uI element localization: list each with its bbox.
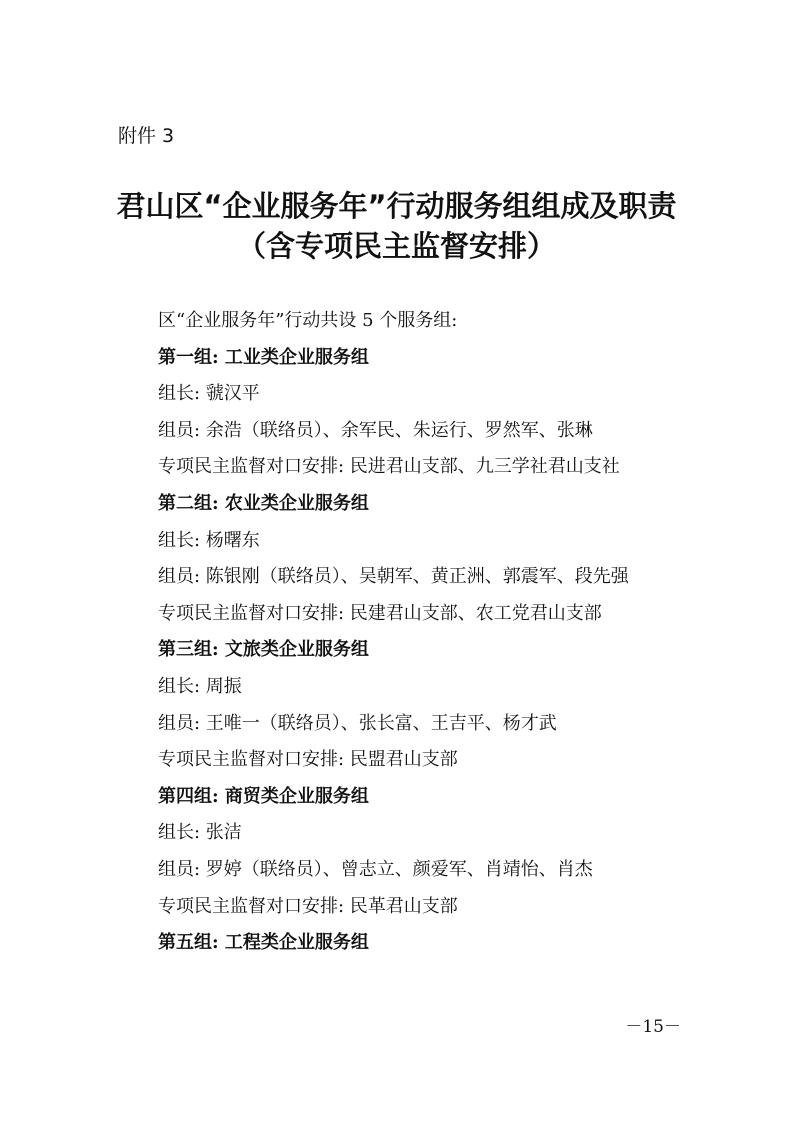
group-1-leader: 组长: 虢汉平	[158, 383, 260, 405]
group-4-leader: 组长: 张洁	[158, 822, 242, 844]
document-subtitle: （含专项民主监督安排）	[236, 229, 556, 263]
group-3-supervision: 专项民主监督对口安排: 民盟君山支部	[158, 749, 458, 771]
group-1-heading: 第一组: 工业类企业服务组	[158, 346, 369, 368]
document-title: 君山区“企业服务年”行动服务组组成及职责	[116, 189, 677, 223]
group-1-supervision: 专项民主监督对口安排: 民进君山支部、九三学社君山支社	[158, 456, 620, 478]
group-3-leader: 组长: 周振	[158, 675, 242, 697]
group-3-members: 组员: 王唯一（联络员）、张长富、王吉平、杨才武	[158, 712, 557, 734]
page-number: －15－	[625, 1017, 681, 1037]
group-2-members: 组员: 陈银刚（联络员）、吴朝军、黄正洲、郭震军、段先强	[158, 566, 629, 588]
group-2-supervision: 专项民主监督对口安排: 民建君山支部、农工党君山支部	[158, 602, 602, 624]
group-1-members: 组员: 余浩（联络员）、余军民、朱运行、罗然军、张琳	[158, 419, 593, 441]
group-2-heading: 第二组: 农业类企业服务组	[158, 492, 369, 514]
document-body	[116, 303, 684, 962]
group-3-heading: 第三组: 文旅类企业服务组	[158, 639, 369, 661]
attachment-label: 附件 3	[118, 125, 175, 147]
group-4-heading: 第四组: 商贸类企业服务组	[158, 785, 369, 807]
intro-paragraph: 区“企业服务年”行动共设 5 个服务组:	[158, 310, 458, 331]
group-2-leader: 组长: 杨曙东	[158, 529, 260, 551]
group-5-heading: 第五组: 工程类企业服务组	[158, 932, 369, 954]
group-4-supervision: 专项民主监督对口安排: 民革君山支部	[158, 895, 458, 917]
group-4-members: 组员: 罗婷（联络员）、曾志立、颜爱军、肖靖怡、肖杰	[158, 858, 593, 880]
